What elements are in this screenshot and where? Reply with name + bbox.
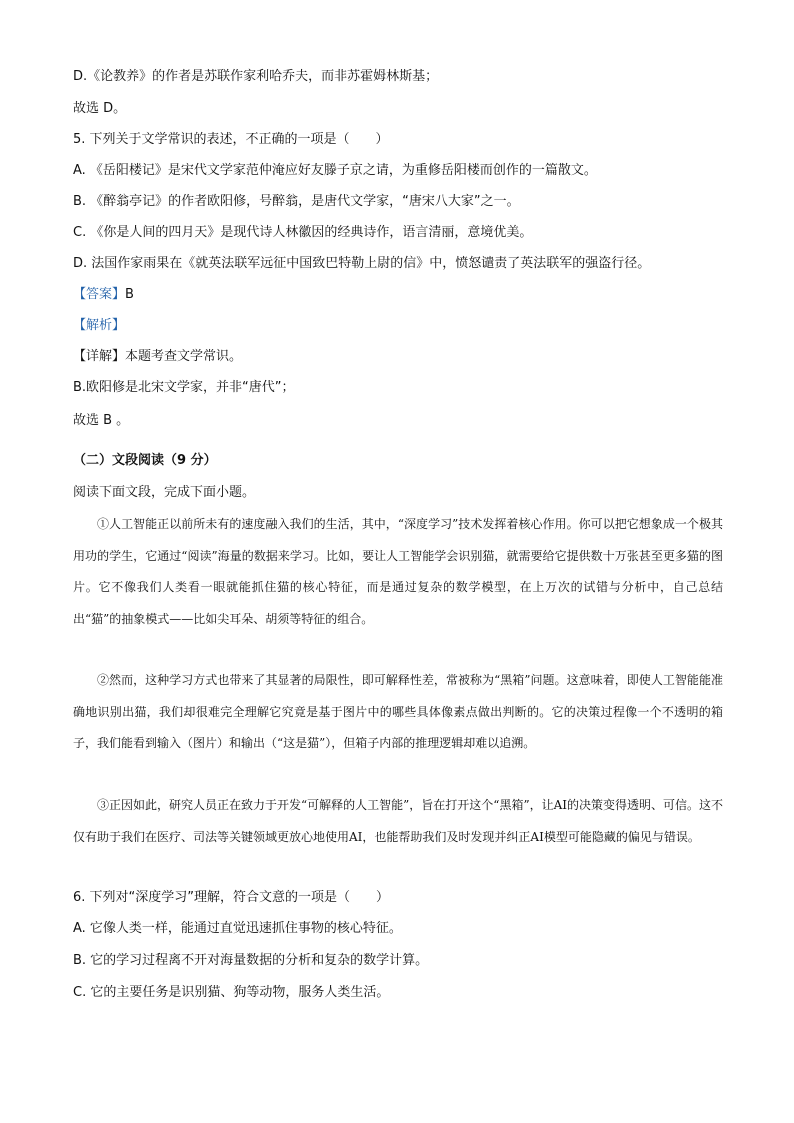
reading-instruction: 阅读下面文段，完成下面小题。 [73,485,256,500]
question-5-option-b: B. 《醉翁亭记》的作者欧阳修，号醉翁，是唐代文学家，“唐宋八大家”之一。 [73,194,520,209]
answer-line [73,286,134,304]
question-5-stem: 5. 下列关于文学常识的表述，不正确的一项是（ ） [73,132,389,147]
detail-line [73,348,242,366]
answer-tag: 【答案】 [73,287,126,302]
question-6-option-b: B. 它的学习过程离不开对海量数据的分析和复杂的数学计算。 [73,953,429,968]
question-5-option-c: C. 《你是人间的四月天》是现代诗人林徽因的经典诗作，语言清丽，意境优美。 [73,225,533,240]
question-5-option-a: A. 《岳阳楼记》是宋代文学家范仲淹应好友滕子京之请，为重修岳阳楼而创作的一篇散文。 [73,163,597,178]
passage-paragraph-2: ②然而，这种学习方式也带来了其显著的局限性，即可解释性差，常被称为“黑箱”问题。这意味着，即使人工智能能准确地识别出猫，我们却很难完全理解它究竟是基于图片中的哪些具体像素点做出判断的。它的决策过程像一个不透明的箱子，我们能看到输入（图片）和输出（“这是猫”），但箱子内部的推理逻辑却难以追溯。 [73,673,723,750]
detail-tag: 【详解】 [73,349,126,364]
answer-value: B [125,287,134,302]
question-6-option-c: C. 它的主要任务是识别猫、狗等动物，服务人类生活。 [73,985,390,1000]
question-6-stem: 6. 下列对“深度学习”理解，符合文意的一项是（ ） [73,890,390,905]
question-5-option-d: D. 法国作家雨果在《就英法联军远征中国致巴特勒上尉的信》中，愤怒谴责了英法联军的强盗行径。 [73,256,651,271]
answer-conclusion: 故选 D。 [73,101,127,116]
choose-b-line: 故选 B 。 [73,413,130,428]
option-d-explanation: D.《论教养》的作者是苏联作家利哈乔夫，而非苏霍姆林斯基； [73,69,439,84]
question-6-option-a: A. 它像人类一样，能通过直觉迅速抓住事物的核心特征。 [73,921,402,936]
detail-text: 本题考查文学常识。 [125,349,243,364]
analysis-tag: 【解析】 [73,318,126,333]
analysis-line [73,317,125,335]
passage-paragraph-3: ③正因如此，研究人员正在致力于开发“可解释的人工智能”，旨在打开这个“黑箱”，让AI的决策变得透明、可信。这不仅有助于我们在医疗、司法等关键领域更放心地使用AI，也能帮助我们及时发现并纠正AI模型可能隐藏的偏见与错误。 [73,798,723,844]
section-title: （二）文段阅读（9 分） [73,453,217,468]
detail-option-b: B.欧阳修是北宋文学家，并非“唐代”； [73,380,295,395]
passage-paragraph-1: ①人工智能正以前所未有的速度融入我们的生活，其中，“深度学习”技术发挥着核心作用。你可以把它想象成一个极其用功的学生，它通过“阅读”海量的数据来学习。比如，要让人工智能学会识别猫，就需要给它提供数十万张甚至更多猫的图片。它不像我们人类看一眼就能抓住猫的核心特征，而是通过复杂的数学模型，在上万次的试错与分析中，自己总结出“猫”的抽象模式——比如尖耳朵、胡须等特征的组合。 [73,517,723,626]
